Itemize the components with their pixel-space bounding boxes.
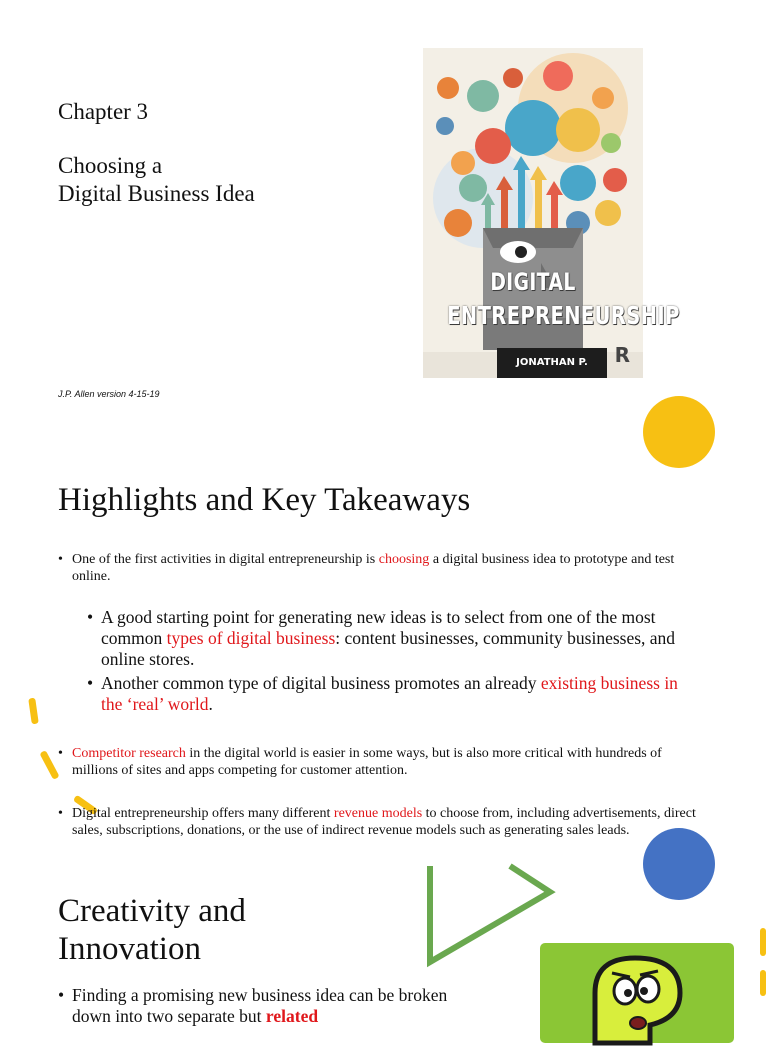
list-item: • One of the first activities in digital entrepreneurship is choosing a digital business idea to prototype and test online. xyxy=(58,551,708,585)
bullet-list xyxy=(58,551,708,585)
book-title-line-2: ENTREPRENEURSHIP xyxy=(447,301,680,330)
sub-bullet-list xyxy=(87,607,687,718)
book-title-line-1: DIGITAL xyxy=(490,268,576,296)
bullet-list xyxy=(58,805,718,839)
slide-heading: Creativity and Innovation xyxy=(58,893,246,967)
list-item: • Digital entrepreneurship offers many different revenue models to choose from, including advertisements, direct sales, subscriptions, donations, or the use of indirect revenue models such as generating sales leads. xyxy=(58,805,718,839)
slide-heading: Highlights and Key Takeaways xyxy=(58,482,471,518)
book-author: JONATHAN P. ALLEN xyxy=(497,348,607,378)
title-line-2: Digital Business Idea xyxy=(58,181,255,206)
yellow-dash-decoration xyxy=(760,970,766,996)
version-note: J.P. Allen version 4-15-19 xyxy=(58,389,160,399)
book-cover xyxy=(423,48,680,398)
yellow-semicircle-decoration xyxy=(643,396,715,468)
blue-semicircle-decoration xyxy=(643,828,715,900)
chapter-label: Chapter 3 xyxy=(58,99,149,124)
question-mark-character xyxy=(540,943,734,1043)
list-item: • Finding a promising new business idea can be broken down into two separate but related xyxy=(58,985,458,1027)
slide-title xyxy=(0,0,768,432)
bullet-list xyxy=(58,745,708,779)
list-item: • Another common type of digital business promotes an already existing business in the ‘real’ world. xyxy=(87,673,687,715)
slide-highlights xyxy=(0,432,768,866)
title-line-1: Choosing a xyxy=(58,153,163,178)
list-item: • A good starting point for generating new ideas is to select from one of the most common types of digital business: content businesses, community businesses, and online stores. xyxy=(87,607,687,670)
slide-title-text xyxy=(58,152,255,208)
slide-creativity xyxy=(0,866,768,1024)
bullet-list xyxy=(58,985,458,1027)
list-item: • Competitor research in the digital world is easier in some ways, but is also more critical with hundreds of millions of sites and apps competing for customer attention. xyxy=(58,745,708,779)
yellow-dash-decoration xyxy=(28,698,39,725)
cartoon-character-image xyxy=(540,943,734,1043)
yellow-dash-decoration xyxy=(39,750,59,780)
yellow-dash-decoration xyxy=(760,928,766,956)
publisher-logo: R xyxy=(614,343,630,367)
green-triangle-decoration xyxy=(420,866,560,971)
